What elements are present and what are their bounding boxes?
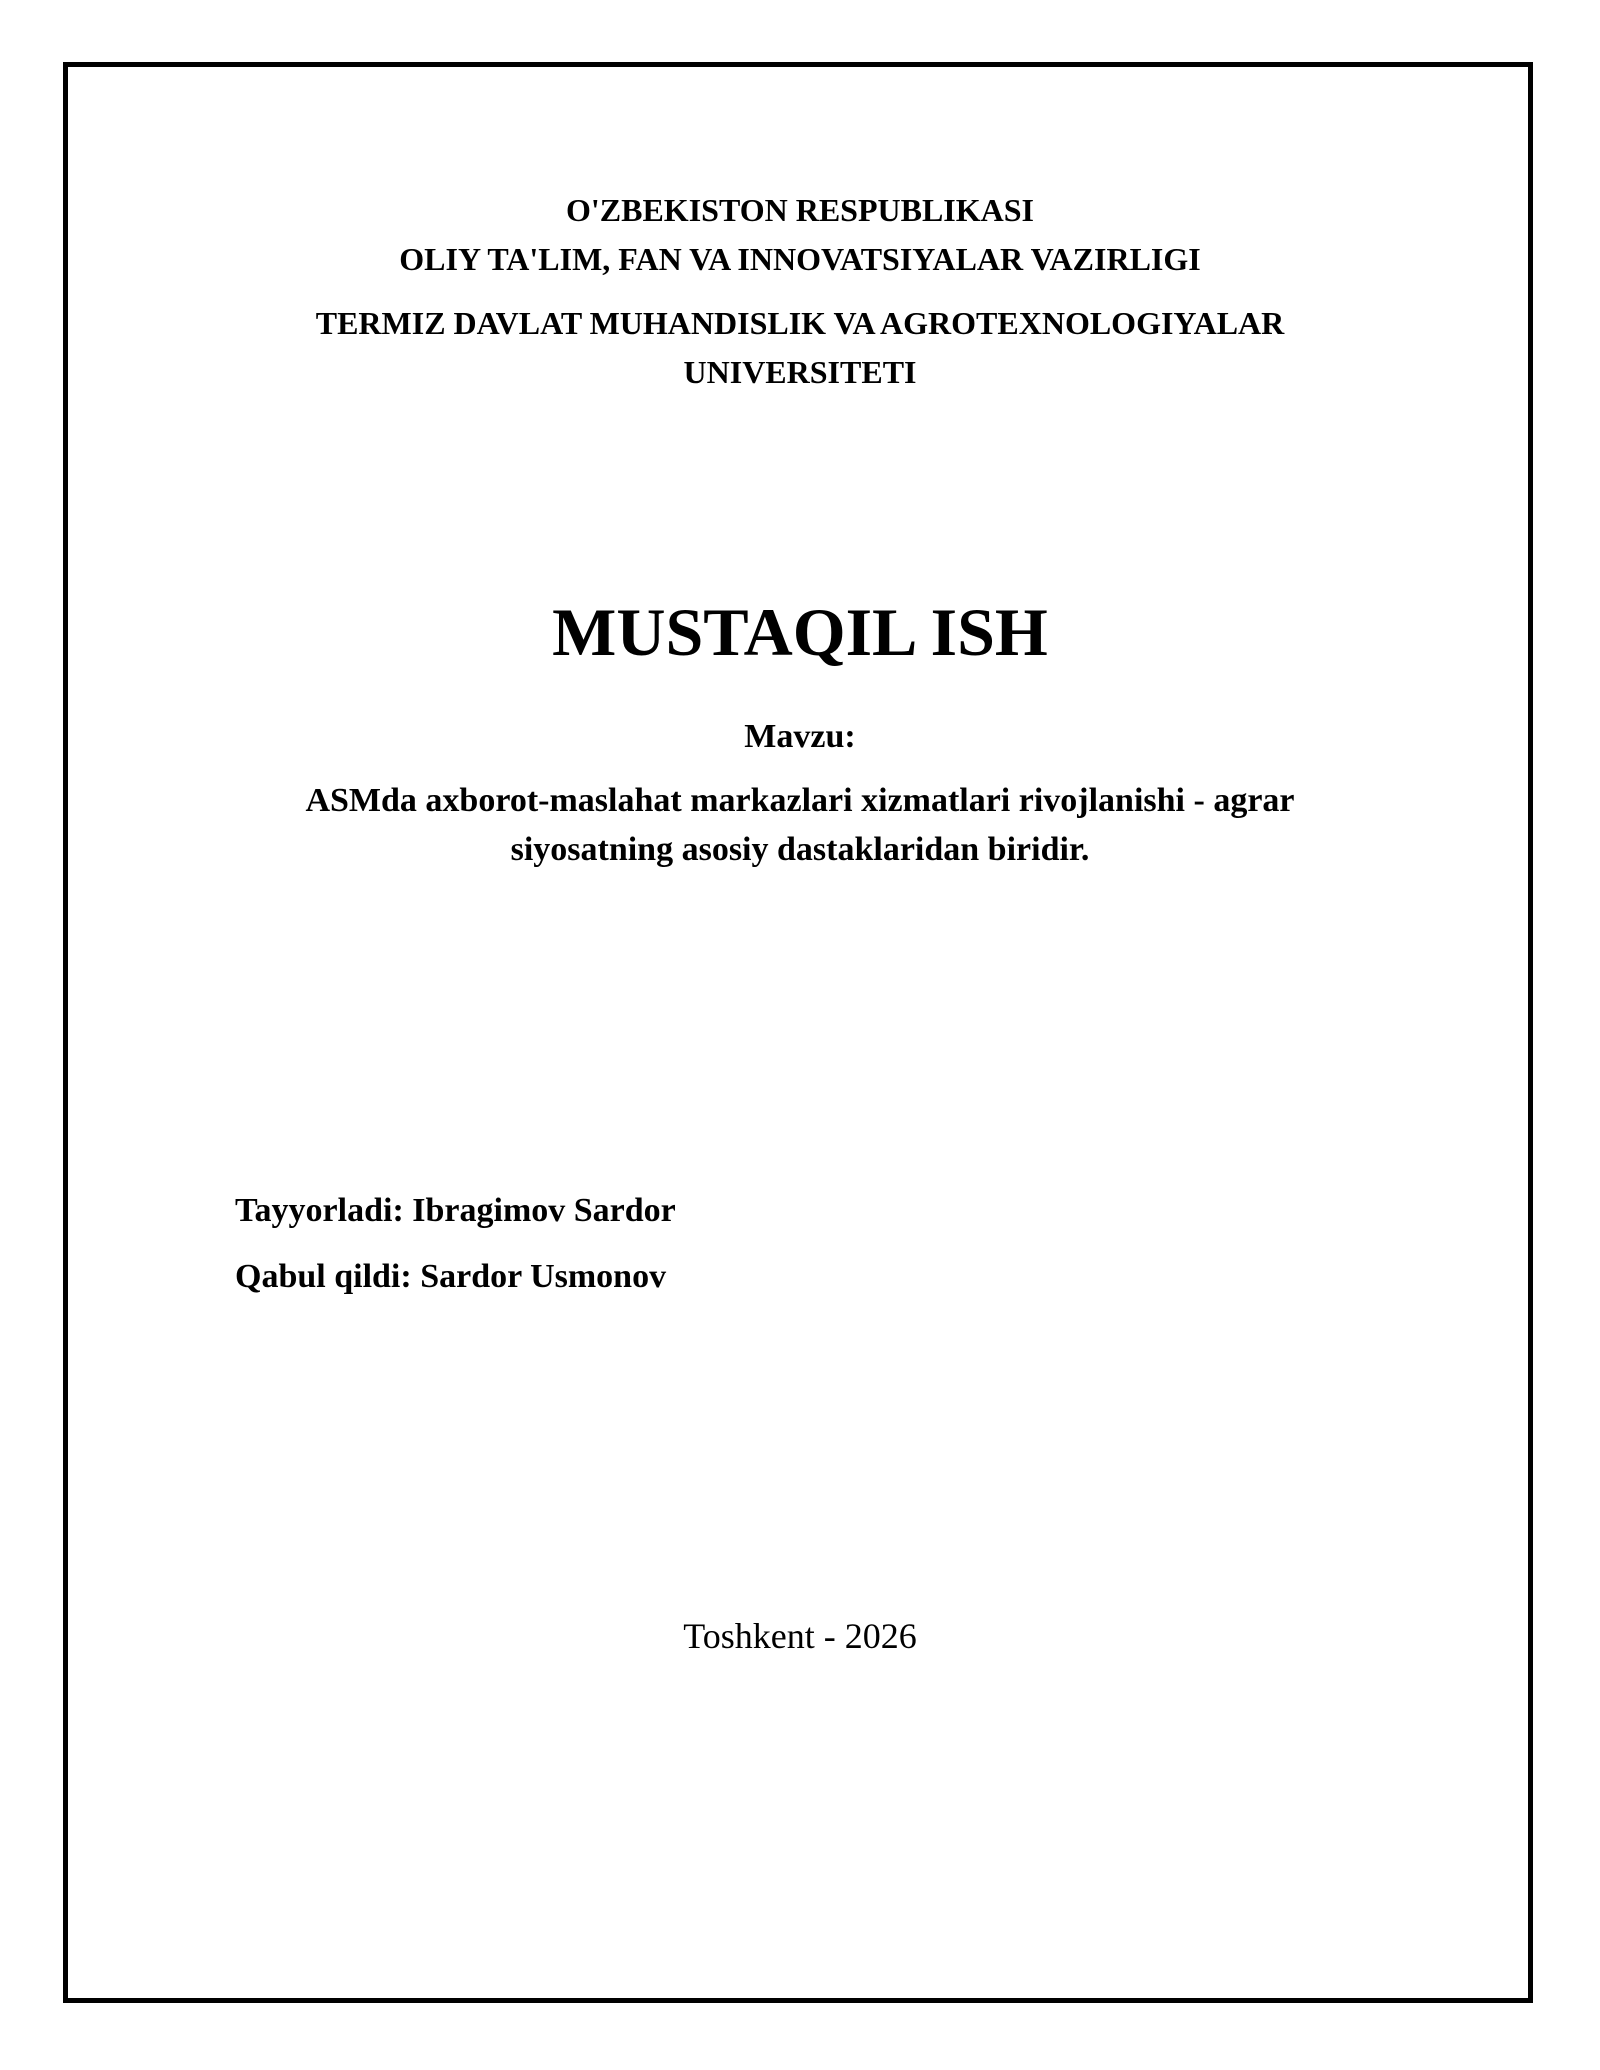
footer-place-year: Toshkent - 2026 — [683, 1616, 917, 1656]
university-name-heading: TERMIZ DAVLAT MUHANDISLIK VA AGROTEXNOLOGIYALAR — [315, 305, 1285, 341]
prepared-by: Tayyorladi: Ibragimov Sardor — [235, 1192, 676, 1229]
university-name-heading-continued: UNIVERSITETI — [683, 354, 917, 390]
ministry-name-heading: OLIY TA'LIM, FAN VA INNOVATSIYALAR VAZIRLIGI — [399, 241, 1201, 277]
topic-text-continued: siyosatning asosiy dastaklaridan biridir. — [510, 831, 1090, 868]
topic-label: Mavzu: — [744, 718, 856, 755]
accepted-by: Qabul qildi: Sardor Usmonov — [235, 1258, 667, 1295]
topic-text: ASMda axborot-maslahat markazlari xizmatlari rivojlanishi - agrar — [305, 782, 1295, 819]
ministry-country-heading: O'ZBEKISTON RESPUBLIKASI — [565, 192, 1034, 228]
document-title: MUSTAQIL ISH — [552, 594, 1048, 670]
